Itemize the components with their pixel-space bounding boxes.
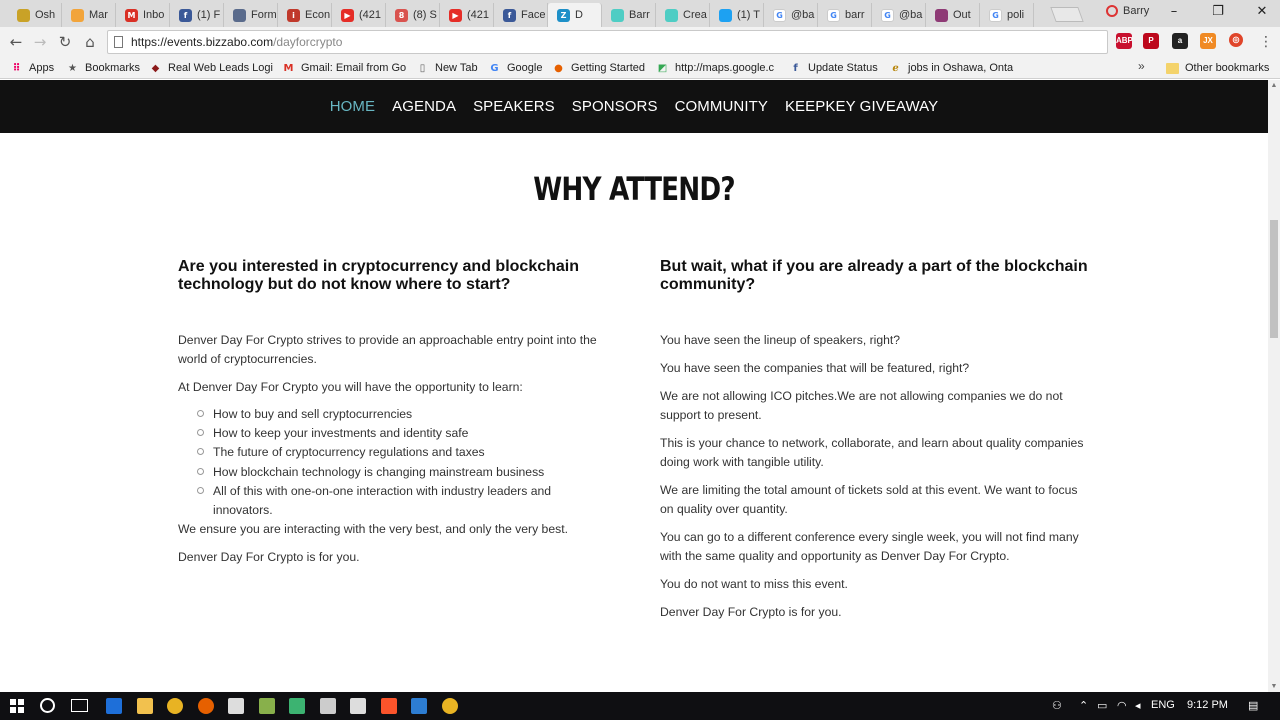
bookmark-item[interactable] [552, 60, 645, 76]
bookmark-label: Getting Started [571, 62, 645, 74]
tab-title: (8) S [413, 9, 437, 21]
jx-extension-icon[interactable]: JX [1200, 33, 1216, 49]
browser-tab[interactable] [8, 3, 62, 27]
star-icon: ★ [68, 62, 77, 74]
maps-icon: ◩ [657, 62, 668, 74]
bookmark-item[interactable] [10, 60, 54, 76]
apps-icon: ⠿ [12, 62, 21, 74]
bookmark-label: http://maps.google.c [675, 62, 775, 74]
facebook-icon: f [793, 62, 798, 74]
tab-favicon-icon [719, 9, 732, 22]
scroll-down-arrow-icon[interactable]: ▼ [1270, 683, 1278, 690]
tab-favicon-icon: f [179, 9, 192, 22]
tab-title: (421 [359, 9, 382, 21]
google-icon: G [490, 62, 499, 74]
nav-link-sponsors[interactable]: SPONSORS [571, 98, 658, 115]
reload-button[interactable]: ↻ [58, 33, 72, 51]
browser-tab[interactable] [170, 3, 224, 27]
nav-link-community[interactable]: COMMUNITY [674, 98, 768, 115]
firefox-icon: ● [554, 62, 563, 74]
browser-tab[interactable] [926, 3, 980, 27]
file-explorer-icon[interactable] [137, 698, 153, 714]
wifi-icon[interactable]: ◠ [1117, 700, 1127, 712]
chrome-2-icon[interactable] [442, 698, 458, 714]
bookmark-label: Real Web Leads Logi [168, 62, 273, 74]
folder-icon [1166, 62, 1179, 75]
tab-title: Inbo [143, 9, 165, 21]
profile-icon [1106, 5, 1118, 17]
bookmark-label: Gmail: Email from Go [301, 62, 407, 74]
left-column [178, 258, 608, 576]
tab-favicon-icon [611, 9, 624, 22]
restore-button[interactable]: ❐ [1212, 4, 1224, 19]
tab-title: Osh [35, 9, 56, 21]
bookmark-label: New Tab [435, 62, 478, 74]
other-extension-icon[interactable]: ◎ [1229, 33, 1243, 47]
browser-tab[interactable] [332, 3, 386, 27]
tab-title: Out [953, 9, 971, 21]
left-intro: Denver Day For Crypto strives to provide an approachable entry point into the world of cryptocurrencies. [178, 333, 597, 366]
nav-link-keepkey-giveaway[interactable]: KEEPKEY GIVEAWAY [784, 98, 939, 115]
chrome-icon[interactable] [167, 698, 183, 714]
tab-favicon-icon: G [989, 9, 1002, 22]
amazon-extension-icon[interactable]: a [1172, 33, 1188, 49]
right-paragraph: Denver Day For Crypto is for you. [660, 605, 842, 619]
right-paragraph: We are limiting the total amount of tickets sold at this event. We want to focus on quality over quantity. [660, 483, 1078, 516]
mail-icon[interactable] [320, 698, 336, 714]
tab-strip [0, 0, 1280, 27]
app-6-icon[interactable] [259, 698, 275, 714]
tab-favicon-icon: f [503, 9, 516, 22]
browser-tab[interactable] [764, 3, 818, 27]
left-after: We ensure you are interacting with the very best, and only the very best. [178, 522, 568, 537]
browser-tab[interactable] [494, 3, 548, 27]
clock[interactable]: 9:12 PM [1187, 699, 1228, 711]
browser-tab[interactable] [872, 3, 926, 27]
list-item: All of this with one-on-one interaction with industry leaders and innovators. [213, 482, 608, 520]
tab-title: (1) T [737, 9, 761, 21]
browser-tab[interactable] [710, 3, 764, 27]
adblock-extension-icon[interactable]: ABP [1116, 33, 1132, 49]
list-item: The future of cryptocurrency regulations and taxes [213, 443, 608, 462]
windows-taskbar [0, 692, 1280, 720]
bookmark-label: jobs in Oshawa, Onta [908, 62, 1014, 74]
battery-icon: ▭ [1097, 700, 1108, 712]
tab-title: Barr [629, 9, 650, 21]
tab-title: @ba [791, 9, 815, 21]
scrollbar-thumb[interactable] [1270, 220, 1278, 338]
back-button[interactable]: ← [9, 33, 23, 51]
tab-favicon-icon: i [287, 9, 300, 22]
tab-title: D [575, 9, 583, 21]
gmail-icon: M [283, 62, 294, 74]
task-view-icon[interactable] [71, 699, 88, 712]
page-info-icon[interactable] [114, 36, 123, 48]
tab-favicon-icon: ▶ [341, 9, 354, 22]
right-column [660, 258, 1090, 631]
volume-icon[interactable]: ◂ [1135, 700, 1141, 712]
firefox-icon[interactable] [198, 698, 214, 714]
site-nav [0, 80, 1268, 133]
browser-toolbar [0, 27, 1280, 57]
bookmark-item[interactable] [416, 60, 478, 76]
tab-favicon-icon: ▶ [449, 9, 462, 22]
tab-title: Mar [89, 9, 108, 21]
profile-name: Barry [1123, 5, 1150, 17]
e-icon: ℯ [892, 62, 899, 74]
chrome-menu-icon[interactable]: ⋮ [1259, 34, 1273, 50]
page-icon: ▯ [419, 62, 426, 74]
tab-favicon-icon: G [827, 9, 840, 22]
people-icon[interactable]: ⚇ [1052, 700, 1062, 712]
windows-start-icon[interactable] [10, 699, 24, 713]
tab-favicon-icon [71, 9, 84, 22]
list-item: How to keep your investments and identity safe [213, 424, 608, 443]
tab-favicon-icon [17, 9, 30, 22]
tab-favicon-icon [935, 9, 948, 22]
page-scrollbar[interactable] [1268, 80, 1280, 692]
nav-link-agenda[interactable]: AGENDA [392, 98, 457, 115]
tab-title: Crea [683, 9, 707, 21]
url-path: /dayforcrypto [273, 35, 343, 49]
list-item: How to buy and sell cryptocurrencies [213, 405, 608, 424]
tab-title: poli [1007, 9, 1025, 21]
tab-title: (1) F [197, 9, 221, 21]
tab-title: (421 [467, 9, 490, 21]
browser-tab[interactable] [224, 3, 278, 27]
bookmark-label: Bookmarks [85, 62, 141, 74]
right-paragraph: You have seen the companies that will be featured, right? [660, 361, 970, 375]
browser-tab[interactable] [980, 3, 1034, 27]
app-11-icon[interactable] [411, 698, 427, 714]
browser-tab[interactable] [818, 3, 872, 27]
brave-icon[interactable] [381, 698, 397, 714]
cortana-icon[interactable] [40, 698, 55, 713]
tab-title: barr [845, 9, 865, 21]
close-window-button[interactable]: ✕ [1256, 4, 1268, 19]
pinterest-extension-icon[interactable]: P [1143, 33, 1159, 49]
edge-icon[interactable] [106, 698, 122, 714]
nav-link-home[interactable]: HOME [329, 98, 376, 115]
bookmark-item[interactable] [889, 60, 1013, 76]
right-paragraph: We are not allowing ICO pitches.We are not allowing companies we do not support to present. [660, 389, 1063, 422]
tray-chevron-icon[interactable]: ⌃ [1079, 700, 1089, 712]
bookmarks-bar [0, 57, 1280, 79]
list-item: How blockchain technology is changing mainstream business [213, 463, 608, 482]
tab-title: Econ [305, 9, 331, 21]
bookmarks-overflow-icon[interactable]: » [1138, 59, 1145, 73]
browser-tab[interactable] [548, 3, 602, 27]
right-paragraph: You do not want to miss this event. [660, 577, 848, 591]
address-bar[interactable] [107, 30, 1108, 54]
scroll-up-arrow-icon[interactable]: ▲ [1270, 82, 1278, 89]
forward-button[interactable]: → [33, 33, 47, 51]
browser-tab[interactable] [278, 3, 332, 27]
nav-link-speakers[interactable]: SPEAKERS [473, 98, 555, 115]
web-page [0, 80, 1268, 692]
url-host: https://events.bizzabo.com [131, 35, 274, 49]
tab-favicon-icon: 8 [395, 9, 408, 22]
page-heading: WHY ATTEND? [533, 170, 735, 208]
calculator-icon[interactable] [350, 698, 366, 714]
browser-tab[interactable] [116, 3, 170, 27]
right-paragraph: This is your chance to network, collaborate, and learn about quality companies doing work with tangible utility. [660, 436, 1084, 469]
bookmark-label: Update Status [808, 62, 878, 74]
tab-favicon-icon: G [773, 9, 786, 22]
bookmark-item[interactable] [66, 60, 140, 76]
left-column-title: Are you interested in cryptocurrency and blockchain technology but do not know where to start? [178, 258, 579, 293]
action-center-icon[interactable]: ▤ [1248, 700, 1259, 712]
app-7-icon[interactable] [289, 698, 305, 714]
bookmark-item[interactable] [149, 60, 273, 76]
bookmark-label: Apps [29, 62, 55, 74]
home-button[interactable]: ⌂ [85, 33, 95, 51]
tab-title: @ba [899, 9, 923, 21]
tab-favicon-icon: Z [557, 9, 570, 22]
profile-switcher[interactable] [1106, 5, 1149, 17]
leads-icon: ◆ [151, 62, 160, 74]
right-paragraph: You can go to a different conference every single week, you will not find many with the same quality and opportunity as Denver Day For Crypto. [660, 530, 1079, 563]
tab-title: Form [251, 9, 277, 21]
browser-tab[interactable] [386, 3, 440, 27]
bookmark-item[interactable] [656, 60, 774, 76]
tab-favicon-icon: M [125, 9, 138, 22]
tab-favicon-icon: G [881, 9, 894, 22]
minimize-button[interactable]: – [1170, 4, 1178, 19]
bookmark-item[interactable] [282, 60, 406, 76]
tab-title: Face [521, 9, 546, 21]
left-learn-lead: At Denver Day For Crypto you will have the opportunity to learn: [178, 380, 523, 394]
browser-tab[interactable] [656, 3, 710, 27]
learn-list [178, 405, 608, 520]
right-column-title: But wait, what if you are already a part of the blockchain community? [660, 258, 1088, 293]
left-closing: Denver Day For Crypto is for you. [178, 550, 360, 565]
language-indicator[interactable]: ENG [1151, 699, 1175, 711]
new-tab-button[interactable] [1050, 7, 1083, 22]
tab-favicon-icon [233, 9, 246, 22]
bookmark-item[interactable] [789, 60, 878, 76]
browser-tab[interactable] [440, 3, 494, 27]
tab-favicon-icon [665, 9, 678, 22]
notepad-icon[interactable] [228, 698, 244, 714]
bookmark-label: Google [507, 62, 543, 74]
browser-tab[interactable] [602, 3, 656, 27]
other-bookmarks-label: Other bookmarks [1185, 62, 1270, 74]
bookmark-item[interactable] [488, 60, 542, 76]
browser-tab[interactable] [62, 3, 116, 27]
right-paragraph: You have seen the lineup of speakers, right? [660, 333, 901, 347]
other-bookmarks[interactable] [1166, 60, 1269, 76]
